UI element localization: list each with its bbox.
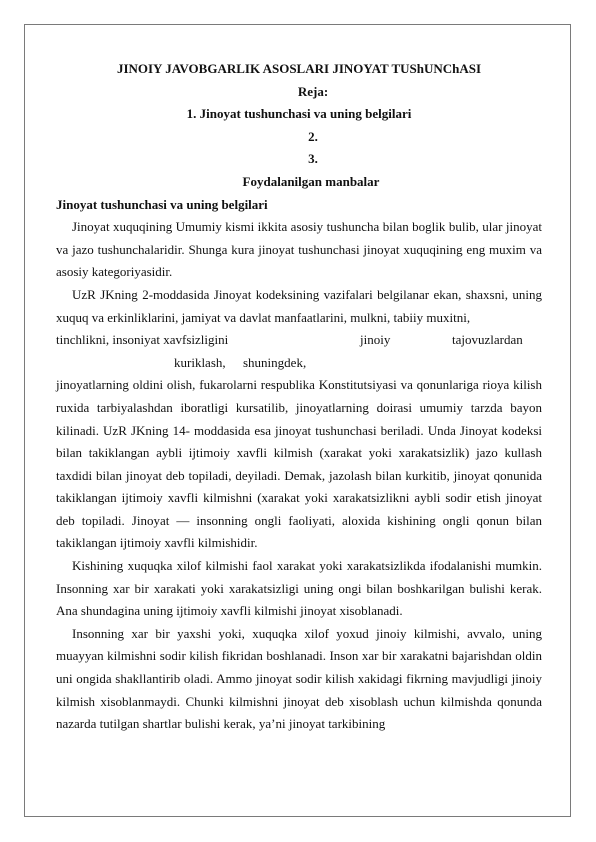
paragraph-2-spread-line xyxy=(56,329,542,352)
section-heading: Jinoyat tushunchasi va uning belgilari xyxy=(56,196,268,212)
document-page xyxy=(56,58,542,736)
paragraph-4: Insonning xar bir yaxshi yoki, xuquqka xilof yoxud jinoiy kilmishi, avvalo, uning muayyan kilmishni sodir kilish fikridan boshlanadi. Inson xar bir xarakatni bajarishdan oldin uni ongida shakllantirib oladi. Ammo jinoyat sodir kilish xakidagi fikrning mavjudligi jinoiy kilmish xisoblanmaydi. Chunki kilmishni jinoyat deb xisoblash uchun kilmishda qonunda nazarda tutilgan shartlar bulishi kerak, ya’ni jinoyat tarkibining xyxy=(56,625,542,732)
paragraph-2-spread-line-2 xyxy=(56,352,542,375)
plan-item-1: 1. Jinoyat tushunchasi va uning belgilari xyxy=(186,106,412,122)
paragraph-2-start: UzR JKning 2-moddasida Jinoyat kodeksining vazifalari belgilanar ekan, shaxsni, uning xuquq va erkinliklarini, jamiyat va davlat manfaatlarini, mulkni, tabiiy muxitni, xyxy=(56,286,542,325)
plan-label: Reja: xyxy=(297,83,329,99)
spread-word-5: shuningdek, xyxy=(243,354,307,370)
spread-word-3: tajovuzlardan xyxy=(452,332,523,348)
sources-label: Foydalanilgan manbalar xyxy=(242,173,380,189)
spread-word-2: jinoiy xyxy=(360,332,391,348)
spread-word-4: kuriklash, xyxy=(174,354,226,370)
paragraph-3: Kishining xuquqka xilof kilmishi faol xarakat yoki xarakatsizlikda ifodalanishi mumkin. Insonning xar bir xarakati yoki xarakatsizligi uning ongi bilan boshkarilgan bulishi kerak. Ana shundagina uning ijtimoiy xavfli kilmishi jinoyat xisoblanadi. xyxy=(56,558,542,619)
paragraph-2-rest: jinoyatlarning oldini olish, fukarolarni respublika Konstitutsiyasi va qonunlariga rioya kilish ruxida tarbiyalashdan iboratligi kursatilib, jinoyatlarning doirasi umumiy tarzda bayon kilinadi. UzR JKning 14- moddasida esa jinoyat tushunchasi beriladi. Unda Jinoyat kodeksi bilan takiklangan aybli ijtimoiy xavfli kilmish (xarakat yoki xarakatsizlik) jazo kullash taxdidi bilan jinoyat deb topiladi, deyiladi. Demak, jazolash bilan kurkitib, jinoyat qonunida takiklangan ijtimoiy xavfli kilmishni (xarakat yoki xarakatsizlikni aybli sodir etish jinoyat deb topiladi. Jinoyat — insonning ongli faoliyati, aloxida kishining ongli qonun bilan takiklangan ijtimoiy xavfli kilmishidir. xyxy=(56,377,542,551)
plan-item-3: 3. xyxy=(308,151,318,167)
paragraph-1: Jinoyat xuquqining Umumiy kismi ikkita asosiy tushuncha bilan boglik bulib, ular jinoyat va jazo tushunchalaridir. Shunga kura jinoyat tushunchasi jinoyat xuquqining eng muxim va asosiy kategoriyasidir. xyxy=(56,219,542,280)
plan-item-2: 2. xyxy=(308,128,318,144)
spread-word-1: tinchlikni, insoniyat xavfsizligini xyxy=(56,332,229,348)
document-title: JINOIY JAVOBGARLIK ASOSLARI JINOYAT TUShUNChASI xyxy=(116,61,482,76)
